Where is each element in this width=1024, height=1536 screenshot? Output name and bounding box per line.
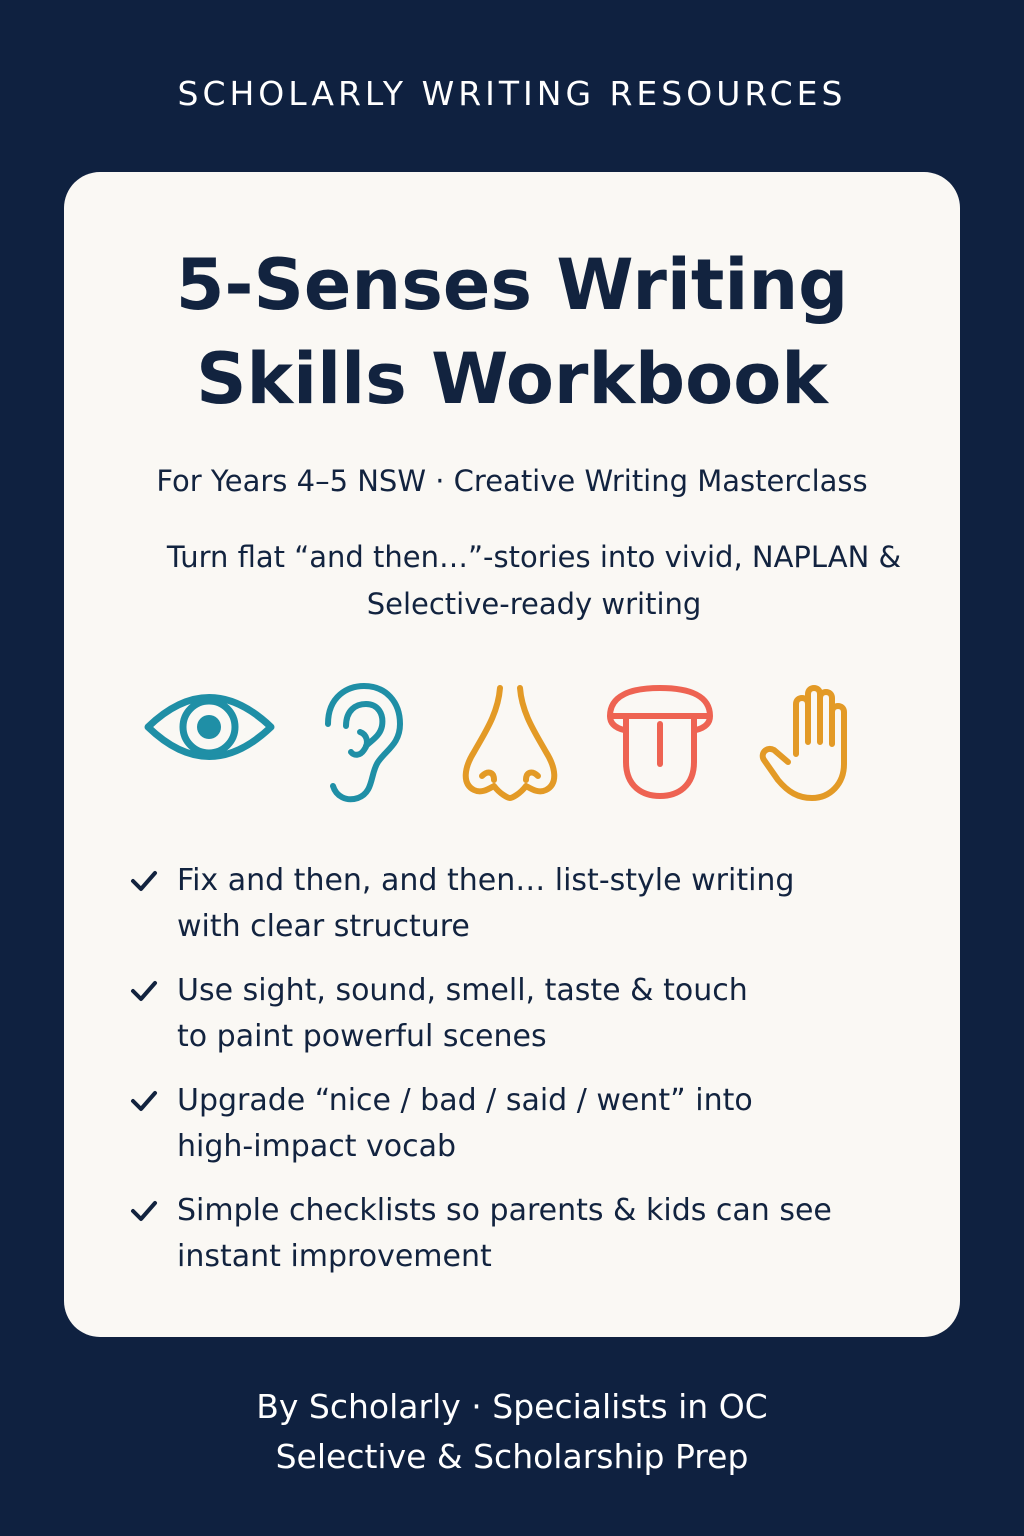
footer-line-1: By Scholarly · Specialists in OC (256, 1387, 768, 1426)
workbook-title (64, 238, 960, 426)
footer-line-2: Selective & Scholarship Prep (275, 1437, 749, 1476)
checkmark-icon (128, 1087, 160, 1115)
benefit-item (128, 968, 928, 1060)
checkmark-icon (128, 867, 160, 895)
benefit-text-line-2: with clear structure (177, 909, 470, 944)
title-line-1: 5-Senses Writing (175, 244, 849, 326)
checkmark-icon (128, 1197, 160, 1225)
benefit-item (128, 858, 928, 950)
benefit-text-line-1: Fix and then, and then… list-style writing (177, 863, 795, 898)
checkmark-icon (128, 977, 160, 1005)
benefits-list (128, 858, 928, 1298)
brand-header: SCHOLARLY WRITING RESOURCES (177, 74, 847, 113)
workbook-card (64, 172, 960, 1337)
benefit-text-line-1: Simple checklists so parents & kids can see (177, 1193, 832, 1228)
benefit-text-line-2: high-impact vocab (177, 1129, 457, 1164)
benefit-text-line-1: Use sight, sound, smell, taste & touch (177, 973, 748, 1008)
footer-credits (0, 1382, 1024, 1482)
benefit-text-line-2: to paint powerful scenes (177, 1019, 547, 1054)
benefit-item (128, 1188, 928, 1280)
benefit-text-line-1: Upgrade “nice / bad / said / went” into (177, 1083, 753, 1118)
hand-icon (758, 684, 872, 804)
tongue-icon (604, 684, 716, 802)
workbook-subtitle: For Years 4–5 NSW · Creative Writing Masterclass (156, 464, 868, 498)
eye-icon (142, 682, 277, 772)
title-line-2: Skills Workbook (196, 338, 828, 420)
workbook-tagline: Turn flat “and then…”-stories into vivid, NAPLAN & Selective-ready writing (166, 540, 902, 621)
nose-icon (460, 684, 560, 804)
ear-icon (316, 682, 406, 804)
benefit-text-line-2: instant improvement (177, 1239, 492, 1274)
benefit-item (128, 1078, 928, 1170)
